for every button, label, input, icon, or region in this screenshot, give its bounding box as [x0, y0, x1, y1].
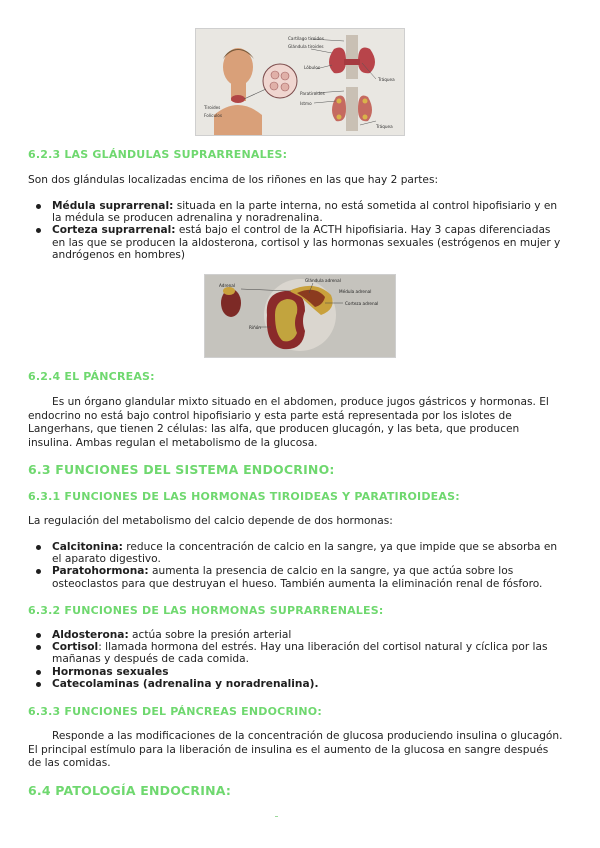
- page-mark: [275, 816, 278, 817]
- thyroid-label: Istmo: [300, 101, 312, 106]
- list-item-text: reduce la concentración de calcio en la sangre, ya que impide que se absorba en el aparato digestivo.: [52, 541, 558, 566]
- section-heading-631: 6.3.1 FUNCIONES DE LAS HORMONAS TIROIDEAS Y PARATIROIDEAS:: [28, 490, 460, 503]
- list-item: [52, 565, 564, 589]
- list-item-term: Médula suprarrenal:: [52, 200, 174, 212]
- list-item-term: Catecolaminas (adrenalina y noradrenalina).: [52, 677, 319, 690]
- thyroid-label: Tráquea: [378, 77, 395, 82]
- list-item: [52, 678, 564, 690]
- section-heading-624: 6.2.4 EL PÁNCREAS:: [28, 370, 155, 383]
- thyroid-illustration: [196, 29, 404, 135]
- list-item-text: : llamada hormona del estrés. Hay una liberación del cortisol natural y cíclica por las mañanas y después de cada comida.: [52, 641, 548, 666]
- adrenal-figure: [204, 274, 396, 358]
- paragraph-633: Responde a las modificaciones de la concentración de glucosa produciendo insulina o glucagón. El principal estímulo para la liberación de insulina es el aumento de la glucosa en sangre después de las comidas.: [28, 730, 563, 770]
- section-heading-633: 6.3.3 FUNCIONES DEL PÁNCREAS ENDOCRINO:: [28, 705, 322, 718]
- list-item: [52, 200, 564, 224]
- list-item-term: Corteza suprarrenal:: [52, 224, 176, 237]
- thyroid-figure: [195, 28, 405, 136]
- thyroid-label: Cartílago tiroides: [288, 36, 324, 41]
- list-item-term: Aldosterona:: [52, 629, 129, 641]
- adrenal-label: Médula adrenal: [339, 289, 372, 294]
- adrenal-label: Riñón: [249, 325, 261, 330]
- list-631: [52, 541, 564, 590]
- list-item: [52, 629, 564, 641]
- list-item-text: situada en la parte interna, no está sometida al control hipofisiario y en la médula se producen adrenalina y noradrenalina.: [52, 200, 558, 225]
- adrenal-illustration: [205, 275, 395, 357]
- paragraph-624: Es un órgano glandular mixto situado en el abdomen, produce jugos gástricos y hormonas. El endocrino no está bajo control hipofisiario y esta parte está representada por los islotes de Langerhans, que tienen 2 células: las alfa, que producen glucagón, y las beta, que producen insulina. Ambas regulan el metabolismo de la glucosa.: [28, 396, 549, 449]
- thyroid-label: Paratiroides: [300, 91, 325, 96]
- list-item-term: Hormonas sexuales: [52, 665, 169, 678]
- section-heading-63: 6.3 FUNCIONES DEL SISTEMA ENDOCRINO:: [28, 462, 335, 477]
- adrenal-label: Adrenal: [219, 283, 236, 288]
- paragraph-623-intro: Son dos glándulas localizadas encima de los riñones en las que hay 2 partes:: [28, 174, 439, 186]
- adrenal-label: Corteza adrenal: [345, 301, 379, 306]
- list-item: [52, 541, 564, 565]
- list-item: [52, 641, 564, 665]
- thyroid-label: Glándula tiroides: [288, 44, 324, 49]
- section-heading-623: 6.2.3 LAS GLÁNDULAS SUPRARRENALES:: [28, 148, 288, 161]
- list-item-term: Cortisol: [52, 641, 99, 654]
- paragraph-631-intro: La regulación del metabolismo del calcio depende de dos hormonas:: [28, 515, 393, 527]
- list-item: [52, 666, 564, 678]
- list-623: [52, 200, 564, 261]
- list-632: [52, 629, 564, 690]
- list-item-text: está bajo el control de la ACTH hipofisiaria. Hay 3 capas diferenciadas en las que se producen la aldosterona, cortisol y las hormonas sexuales (estrógenos en mujer y andrógenos en hombres): [52, 224, 561, 261]
- list-item-text: actúa sobre la presión arterial: [128, 629, 292, 641]
- adrenal-label: Glándula adrenal: [305, 278, 341, 283]
- thyroid-label: Lóbulos: [304, 65, 321, 70]
- section-heading-64: 6.4 PATOLOGÍA ENDOCRINA:: [28, 783, 232, 798]
- list-item: [52, 224, 564, 261]
- list-item-text: aumenta la presencia de calcio en la sangre, ya que actúa sobre los osteoclastos para que destruyan el hueso. También aumenta la eliminación renal de fósforo.: [52, 565, 543, 590]
- list-item-term: Paratohormona:: [52, 565, 149, 578]
- list-item-term: Calcitonina:: [52, 541, 123, 553]
- thyroid-label: Tiroides: [204, 105, 221, 110]
- thyroid-label: Tráquea: [376, 124, 393, 129]
- section-heading-632: 6.3.2 FUNCIONES DE LAS HORMONAS SUPRARRENALES:: [28, 604, 384, 617]
- thyroid-label: Folículos: [204, 113, 223, 118]
